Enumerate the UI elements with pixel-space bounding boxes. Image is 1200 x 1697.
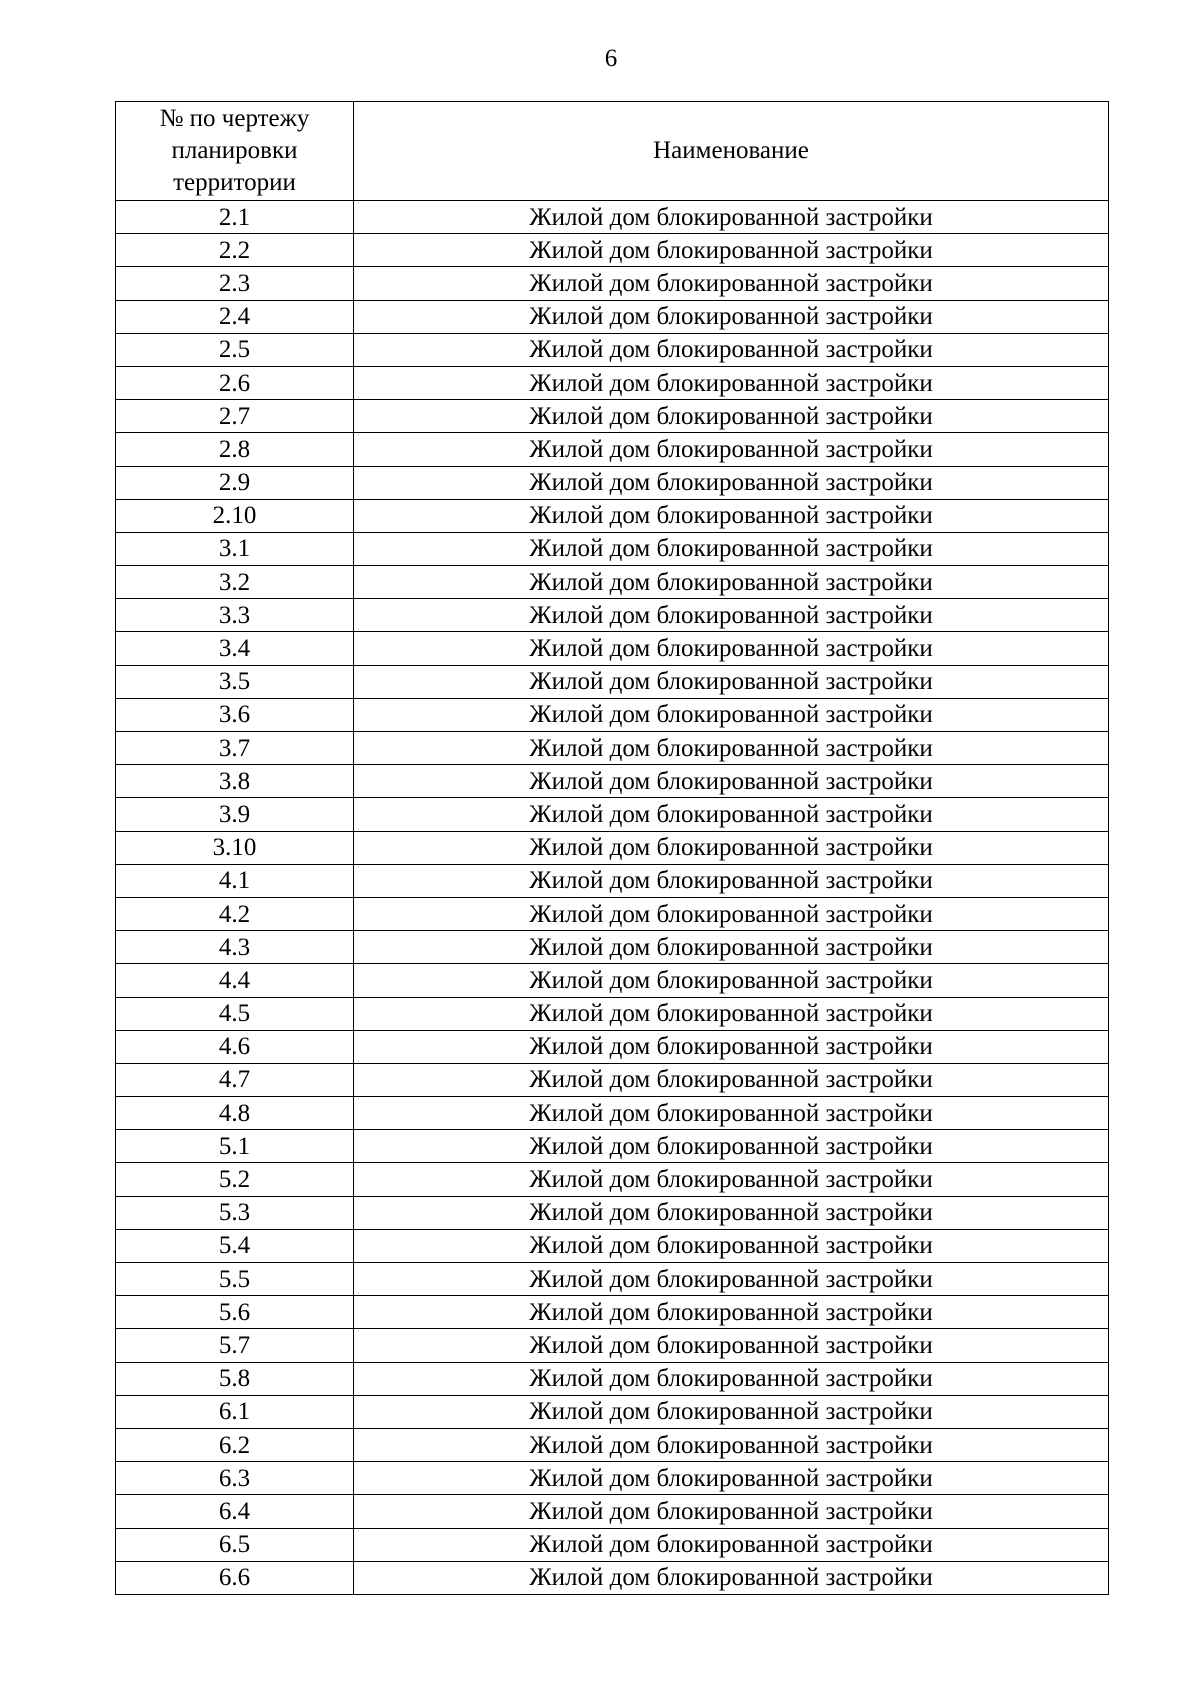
row-name: Жилой дом блокированной застройки bbox=[354, 997, 1109, 1030]
row-name: Жилой дом блокированной застройки bbox=[354, 798, 1109, 831]
row-name: Жилой дом блокированной застройки bbox=[354, 1030, 1109, 1063]
table-row bbox=[116, 831, 1109, 864]
row-number: 4.8 bbox=[116, 1097, 354, 1130]
table-row bbox=[116, 599, 1109, 632]
row-number: 2.6 bbox=[116, 366, 354, 399]
row-name: Жилой дом блокированной застройки bbox=[354, 1196, 1109, 1229]
row-name: Жилой дом блокированной застройки bbox=[354, 1097, 1109, 1130]
row-name: Жилой дом блокированной застройки bbox=[354, 1296, 1109, 1329]
row-number: 2.5 bbox=[116, 333, 354, 366]
row-name: Жилой дом блокированной застройки bbox=[354, 499, 1109, 532]
table-row bbox=[116, 1528, 1109, 1561]
row-name: Жилой дом блокированной застройки bbox=[354, 466, 1109, 499]
table-row bbox=[116, 201, 1109, 234]
row-name: Жилой дом блокированной застройки bbox=[354, 1130, 1109, 1163]
row-number: 3.8 bbox=[116, 765, 354, 798]
row-name: Жилой дом блокированной застройки bbox=[354, 698, 1109, 731]
table-row bbox=[116, 466, 1109, 499]
table-row bbox=[116, 1329, 1109, 1362]
row-number: 5.3 bbox=[116, 1196, 354, 1229]
row-name: Жилой дом блокированной застройки bbox=[354, 765, 1109, 798]
row-name: Жилой дом блокированной застройки bbox=[354, 333, 1109, 366]
table-row bbox=[116, 1395, 1109, 1428]
row-name: Жилой дом блокированной застройки bbox=[354, 1063, 1109, 1096]
table-row bbox=[116, 665, 1109, 698]
row-name: Жилой дом блокированной застройки bbox=[354, 366, 1109, 399]
row-number: 4.3 bbox=[116, 931, 354, 964]
table-row bbox=[116, 1362, 1109, 1395]
table-row bbox=[116, 1229, 1109, 1262]
row-name: Жилой дом блокированной застройки bbox=[354, 1462, 1109, 1495]
table-row bbox=[116, 532, 1109, 565]
table-row bbox=[116, 400, 1109, 433]
row-number: 4.4 bbox=[116, 964, 354, 997]
row-number: 5.5 bbox=[116, 1263, 354, 1296]
table-row bbox=[116, 1561, 1109, 1594]
row-name: Жилой дом блокированной застройки bbox=[354, 831, 1109, 864]
table-row bbox=[116, 698, 1109, 731]
row-name: Жилой дом блокированной застройки bbox=[354, 1428, 1109, 1461]
row-name: Жилой дом блокированной застройки bbox=[354, 897, 1109, 930]
row-name: Жилой дом блокированной застройки bbox=[354, 201, 1109, 234]
row-number: 5.1 bbox=[116, 1130, 354, 1163]
row-number: 5.6 bbox=[116, 1296, 354, 1329]
table-row bbox=[116, 1130, 1109, 1163]
row-number: 2.10 bbox=[116, 499, 354, 532]
row-name: Жилой дом блокированной застройки bbox=[354, 267, 1109, 300]
row-name: Жилой дом блокированной застройки bbox=[354, 1495, 1109, 1528]
row-number: 3.3 bbox=[116, 599, 354, 632]
table-row bbox=[116, 1495, 1109, 1528]
table-row bbox=[116, 499, 1109, 532]
row-number: 2.9 bbox=[116, 466, 354, 499]
row-name: Жилой дом блокированной застройки bbox=[354, 433, 1109, 466]
row-number: 2.8 bbox=[116, 433, 354, 466]
table-row bbox=[116, 1196, 1109, 1229]
row-number: 3.5 bbox=[116, 665, 354, 698]
row-number: 3.10 bbox=[116, 831, 354, 864]
table-row bbox=[116, 765, 1109, 798]
row-number: 6.6 bbox=[116, 1561, 354, 1594]
row-number: 5.7 bbox=[116, 1329, 354, 1362]
row-name: Жилой дом блокированной застройки bbox=[354, 300, 1109, 333]
row-number: 3.4 bbox=[116, 632, 354, 665]
table-row bbox=[116, 1263, 1109, 1296]
row-name: Жилой дом блокированной застройки bbox=[354, 599, 1109, 632]
table-row bbox=[116, 366, 1109, 399]
row-number: 2.4 bbox=[116, 300, 354, 333]
row-number: 4.5 bbox=[116, 997, 354, 1030]
row-number: 3.7 bbox=[116, 732, 354, 765]
table-row bbox=[116, 566, 1109, 599]
table-row bbox=[116, 864, 1109, 897]
row-number: 6.5 bbox=[116, 1528, 354, 1561]
table-row bbox=[116, 300, 1109, 333]
row-number: 6.3 bbox=[116, 1462, 354, 1495]
row-number: 4.6 bbox=[116, 1030, 354, 1063]
row-name: Жилой дом блокированной застройки bbox=[354, 864, 1109, 897]
row-name: Жилой дом блокированной застройки bbox=[354, 532, 1109, 565]
row-number: 5.8 bbox=[116, 1362, 354, 1395]
row-number: 2.2 bbox=[116, 234, 354, 267]
row-name: Жилой дом блокированной застройки bbox=[354, 566, 1109, 599]
row-number: 6.2 bbox=[116, 1428, 354, 1461]
row-number: 2.3 bbox=[116, 267, 354, 300]
table-row bbox=[116, 897, 1109, 930]
table-row bbox=[116, 1428, 1109, 1461]
table-row bbox=[116, 964, 1109, 997]
table-body bbox=[116, 201, 1109, 1595]
row-number: 6.1 bbox=[116, 1395, 354, 1428]
table-row bbox=[116, 333, 1109, 366]
row-name: Жилой дом блокированной застройки bbox=[354, 1362, 1109, 1395]
row-number: 4.7 bbox=[116, 1063, 354, 1096]
table-row bbox=[116, 433, 1109, 466]
row-number: 3.1 bbox=[116, 532, 354, 565]
table-row bbox=[116, 1097, 1109, 1130]
row-number: 5.2 bbox=[116, 1163, 354, 1196]
row-name: Жилой дом блокированной застройки bbox=[354, 964, 1109, 997]
row-name: Жилой дом блокированной застройки bbox=[354, 1329, 1109, 1362]
row-name: Жилой дом блокированной застройки bbox=[354, 1528, 1109, 1561]
row-number: 3.6 bbox=[116, 698, 354, 731]
row-name: Жилой дом блокированной застройки bbox=[354, 665, 1109, 698]
table-row bbox=[116, 1063, 1109, 1096]
row-number: 5.4 bbox=[116, 1229, 354, 1262]
table-row bbox=[116, 632, 1109, 665]
table-row bbox=[116, 1462, 1109, 1495]
table-row bbox=[116, 267, 1109, 300]
table-row bbox=[116, 234, 1109, 267]
table-row bbox=[116, 997, 1109, 1030]
objects-table bbox=[115, 101, 1109, 1595]
row-name: Жилой дом блокированной застройки bbox=[354, 1561, 1109, 1594]
row-name: Жилой дом блокированной застройки bbox=[354, 931, 1109, 964]
table-row bbox=[116, 1163, 1109, 1196]
row-name: Жилой дом блокированной застройки bbox=[354, 234, 1109, 267]
page-number: 6 bbox=[604, 45, 618, 72]
header-number: № по чертежу планировки территории bbox=[116, 102, 354, 201]
table-row bbox=[116, 1296, 1109, 1329]
row-number: 2.7 bbox=[116, 400, 354, 433]
row-name: Жилой дом блокированной застройки bbox=[354, 1263, 1109, 1296]
row-number: 3.9 bbox=[116, 798, 354, 831]
row-name: Жилой дом блокированной застройки bbox=[354, 400, 1109, 433]
row-name: Жилой дом блокированной застройки bbox=[354, 732, 1109, 765]
table-row bbox=[116, 931, 1109, 964]
row-name: Жилой дом блокированной застройки bbox=[354, 1163, 1109, 1196]
table-row bbox=[116, 798, 1109, 831]
row-number: 6.4 bbox=[116, 1495, 354, 1528]
row-number: 4.1 bbox=[116, 864, 354, 897]
row-name: Жилой дом блокированной застройки bbox=[354, 1229, 1109, 1262]
row-number: 4.2 bbox=[116, 897, 354, 930]
table-header-row bbox=[116, 102, 1109, 201]
row-number: 2.1 bbox=[116, 201, 354, 234]
header-name: Наименование bbox=[354, 102, 1109, 201]
row-number: 3.2 bbox=[116, 566, 354, 599]
table-row bbox=[116, 1030, 1109, 1063]
table-row bbox=[116, 732, 1109, 765]
row-name: Жилой дом блокированной застройки bbox=[354, 1395, 1109, 1428]
row-name: Жилой дом блокированной застройки bbox=[354, 632, 1109, 665]
